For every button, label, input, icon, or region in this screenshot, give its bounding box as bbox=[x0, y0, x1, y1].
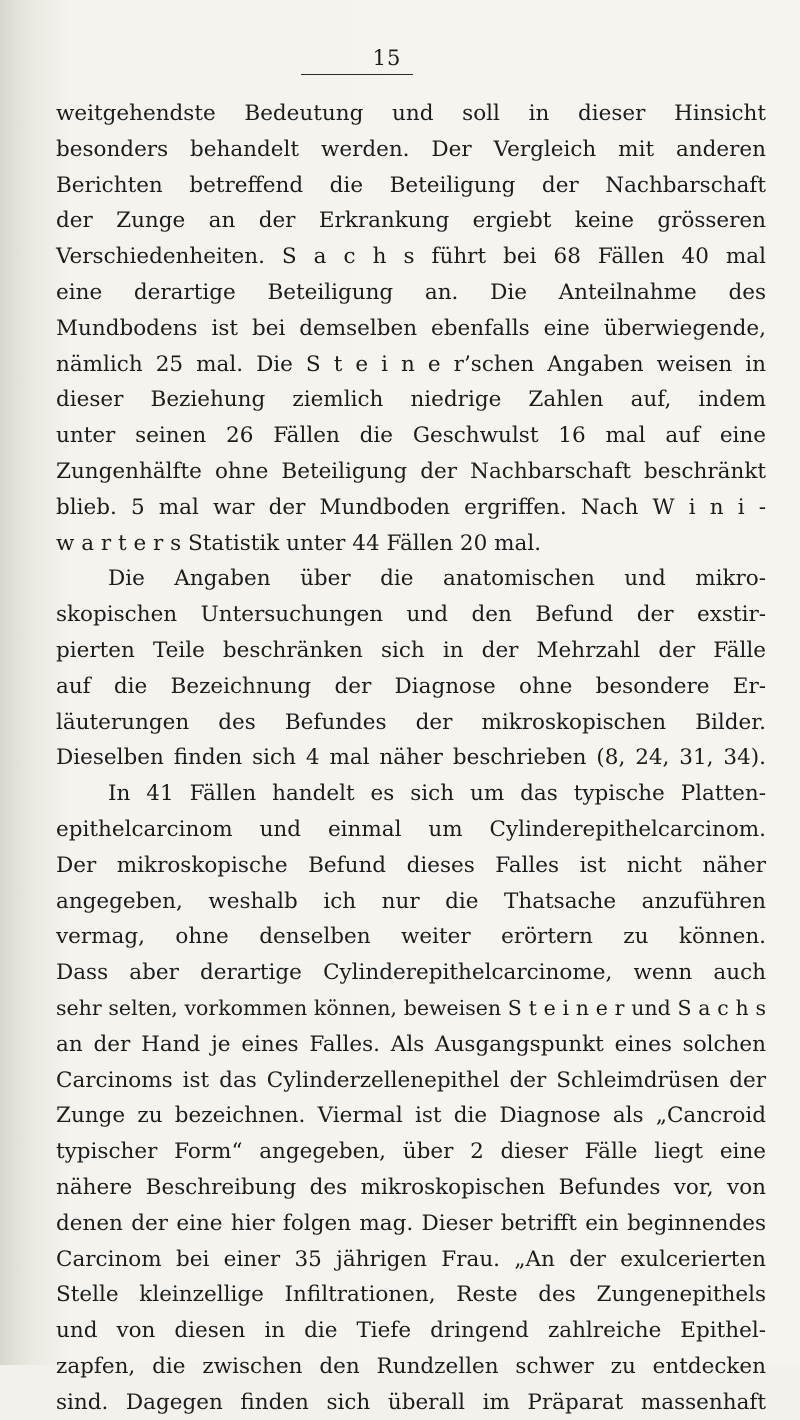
body-text bbox=[56, 96, 766, 1420]
text-line: Zungenhälfte ohne Beteiligung der Nachbarschaft beschränkt bbox=[56, 458, 766, 484]
text-line: sehr selten, vorkommen können, beweisen S t e i n e r und S a c h s bbox=[56, 995, 766, 1020]
text-line: denen der eine hier folgen mag. Dieser betrifft ein beginnendes bbox=[56, 1210, 766, 1236]
text-line: der Zunge an der Erkrankung ergiebt keine grösseren bbox=[56, 208, 766, 234]
text-line: Berichten betreffend die Beteiligung der Nachbarschaft bbox=[56, 172, 766, 198]
text-line: eine derartige Beteiligung an. Die Anteilnahme des bbox=[56, 279, 766, 305]
text-line: Mundbodens ist bei demselben ebenfalls eine überwiegende, bbox=[56, 315, 766, 341]
text-line: Dieselben finden sich 4 mal näher beschrieben (8, 24, 31, 34). bbox=[56, 745, 766, 771]
text-line: blieb. 5 mal war der Mundboden ergriffen. Nach W i n i - bbox=[56, 494, 766, 520]
text-line: Zunge zu bezeichnen. Viermal ist die Diagnose als „Cancroid bbox=[56, 1103, 766, 1129]
text-line: Verschiedenheiten. S a c h s führt bei 68 Fällen 40 mal bbox=[56, 244, 766, 270]
text-line: skopischen Untersuchungen und den Befund der exstir- bbox=[56, 602, 766, 628]
text-line: dieser Beziehung ziemlich niedrige Zahlen auf, indem bbox=[56, 387, 766, 413]
text-line: und von diesen in die Tiefe dringend zahlreiche Epithel- bbox=[56, 1318, 766, 1344]
text-line: läuterungen des Befundes der mikroskopischen Bilder. bbox=[56, 709, 766, 735]
text-line: Die Angaben über die anatomischen und mikro- bbox=[108, 566, 766, 592]
text-line: Carcinom bei einer 35 jährigen Frau. „An der exulcerierten bbox=[56, 1246, 766, 1272]
text-line: Stelle kleinzellige Infiltrationen, Reste des Zungenepithels bbox=[56, 1282, 766, 1308]
text-line: angegeben, weshalb ich nur die Thatsache anzuführen bbox=[56, 888, 766, 914]
text-line: weitgehendste Bedeutung und soll in dieser Hinsicht bbox=[56, 101, 766, 126]
text-line: unter seinen 26 Fällen die Geschwulst 16 mal auf eine bbox=[56, 423, 766, 449]
text-line: auf die Bezeichnung der Diagnose ohne besondere Er- bbox=[56, 673, 766, 699]
text-line: Carcinoms ist das Cylinderzellenepithel der Schleimdrüsen der bbox=[56, 1067, 766, 1093]
text-line: Der mikroskopische Befund dieses Falles ist nicht näher bbox=[56, 852, 766, 878]
text-line: nämlich 25 mal. Die S t e i n e r’schen Angaben weisen in bbox=[56, 351, 766, 377]
text-line: vermag, ohne denselben weiter erörtern zu können. bbox=[56, 924, 766, 950]
text-line: pierten Teile beschränken sich in der Mehrzahl der Fälle bbox=[56, 637, 766, 663]
text-line: Dass aber derartige Cylinderepithelcarcinome, wenn auch bbox=[56, 960, 766, 986]
page-number: 15 bbox=[372, 46, 402, 70]
text-line: epithelcarcinom und einmal um Cylinderepithelcarcinom. bbox=[56, 816, 766, 842]
text-line: sind. Dagegen finden sich überall im Präparat massenhaft bbox=[56, 1389, 766, 1415]
text-line: In 41 Fällen handelt es sich um das typische Platten- bbox=[108, 781, 766, 807]
text-line: zapfen, die zwischen den Rundzellen schwer zu entdecken bbox=[56, 1353, 766, 1379]
text-line: w a r t e r s Statistik unter 44 Fällen 20 mal. bbox=[56, 530, 542, 556]
text-line: nähere Beschreibung des mikroskopischen Befundes vor, von bbox=[56, 1174, 766, 1200]
text-line: typischer Form“ angegeben, über 2 dieser Fälle liegt eine bbox=[56, 1139, 766, 1165]
text-line: an der Hand je eines Falles. Als Ausgangspunkt eines solchen bbox=[56, 1031, 766, 1057]
text-line: besonders behandelt werden. Der Vergleich mit anderen bbox=[56, 136, 766, 162]
page-number-rule bbox=[301, 74, 413, 75]
